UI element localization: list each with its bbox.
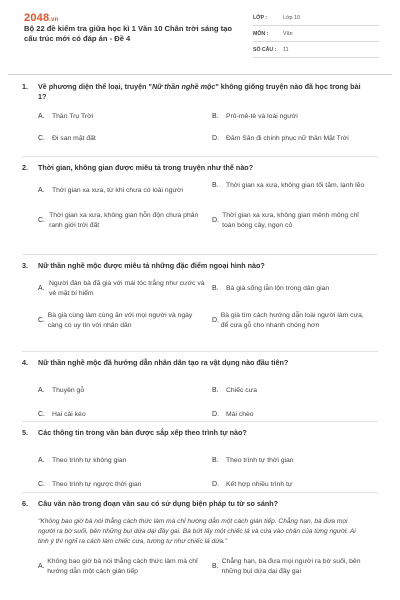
- question-6: [0, 499, 400, 587]
- option-c[interactable]: C. Theo trình tự ngược thời gian: [38, 481, 142, 489]
- question-number: 4.: [22, 358, 28, 367]
- option-d[interactable]: D. Bà già tìm cách hướng dẫn loài người làm cưa, để cưa gỗ cho nhanh chóng hơn: [212, 312, 364, 329]
- question-number: 2.: [22, 163, 28, 172]
- meta-row-subject: [253, 26, 379, 42]
- option-a[interactable]: A. Theo trình tự không gian: [38, 457, 127, 465]
- question-divider: [22, 492, 378, 493]
- option-b[interactable]: B. Chiếc cưa: [212, 387, 257, 395]
- exam-meta-table: [253, 10, 379, 58]
- question-text: Câu văn nào trong đoạn văn sau có sử dụng biện pháp tu từ so sánh?: [38, 499, 279, 508]
- option-c[interactable]: C. Bà già cùng làm cùng ăn với mọi người và ngày càng có uy tín với nhân dân: [38, 312, 193, 329]
- meta-value: Văn: [283, 30, 293, 37]
- question-2: [0, 163, 400, 243]
- option-d[interactable]: D. Kết hợp nhiều trình tự: [212, 481, 293, 489]
- question-text: Thời gian, không gian được miêu tả trong truyện như thế nào?: [38, 163, 254, 172]
- option-a[interactable]: A. Không bao giờ bà nói thẳng cách thức làm mà chỉ hướng dẫn một cách gián tiếp: [38, 558, 198, 575]
- exam-title: Bộ 22 đề kiểm tra giữa học kì 1 Văn 10 Chân trời sáng tạo cấu trúc mới có đáp án - Đề 4: [24, 24, 232, 43]
- option-b[interactable]: B. Chẳng hạn, bà đưa mọi người ra bờ suối, bên những bụi dứa dại đầy gai: [212, 558, 361, 575]
- question-3: [0, 261, 400, 343]
- question-divider: [22, 421, 378, 422]
- question-text: Về phương diện thể loại, truyện "Nữ thần nghề mộc" không giống truyện nào đã học trong bài 1?: [38, 82, 361, 101]
- option-a[interactable]: A. Người đàn bà đã già với mái tóc trắng như cước và vẻ mặt bí hiểm: [38, 280, 205, 297]
- question-divider: [22, 156, 378, 157]
- question-text: Các thông tin trong văn bản được sắp xếp theo trình tự nào?: [38, 428, 247, 437]
- site-logo[interactable]: 2048.vn: [24, 12, 59, 24]
- meta-label: LỚP :: [253, 14, 268, 21]
- meta-row-class: [253, 10, 379, 26]
- question-text: Nữ thần nghề mộc đã hướng dẫn nhân dân tạo ra vật dụng nào đầu tiên?: [38, 358, 289, 367]
- question-4: [0, 358, 400, 424]
- option-a[interactable]: A. Thời gian xa xưa, từ khi chưa có loài người: [38, 187, 184, 195]
- option-b[interactable]: B. Prô-mê-tê và loài người: [212, 113, 298, 121]
- question-number: 5.: [22, 428, 28, 437]
- question-number: 6.: [22, 499, 28, 508]
- question-text: Nữ thần nghề mộc được miêu tả những đặc điểm ngoại hình nào?: [38, 261, 265, 270]
- option-d[interactable]: D. Đăm Săn đi chinh phục nữ thần Mặt Trời: [212, 135, 349, 143]
- option-d[interactable]: D. Thời gian xa xưa, không gian mênh mông chỉ toàn bóng cây, ngọn cỏ: [212, 212, 359, 229]
- meta-row-count: [253, 42, 379, 58]
- exam-header: [0, 0, 400, 66]
- question-number: 3.: [22, 261, 28, 270]
- option-c[interactable]: C. Hai cái kéo: [38, 411, 86, 419]
- meta-label: SỐ CÂU :: [253, 46, 277, 53]
- meta-label: MÔN :: [253, 30, 269, 37]
- question-5: [0, 428, 400, 494]
- question-divider: [22, 351, 378, 352]
- option-b[interactable]: B. Thời gian xa xưa, không gian tối tăm, lạnh lẽo: [212, 182, 365, 190]
- question-divider: [22, 254, 378, 255]
- option-c[interactable]: C. Thời gian xa xưa, không gian hỗn độn chưa phân ranh giới trời đất: [38, 212, 199, 229]
- question-number: 1.: [22, 82, 28, 91]
- option-d[interactable]: D. Mái chèo: [212, 411, 254, 419]
- option-b[interactable]: B. Bà già sống lẫn lộn trong dân gian: [212, 285, 330, 293]
- option-a[interactable]: A. Thần Trụ Trời: [38, 113, 94, 121]
- meta-value: Lớp 10: [283, 14, 301, 21]
- question-1: [0, 82, 400, 158]
- option-b[interactable]: B. Theo trình tự thời gian: [212, 457, 294, 465]
- option-a[interactable]: A. Thuyền gỗ: [38, 387, 85, 395]
- quoted-passage: "Không bao giờ bà nói thẳng cách thức làm mà chỉ hướng dẫn một cách gián tiếp. Chẳng hạn, bà đưa mọi người ra bờ suối, bên những bụi dứa dại đầy gai. Bà bứt lấy một chiếc lá và cứa vào chân của từng người. Ai tinh ý thì nghĩ ra cách làm chiếc cưa, tương tự như chiếc lá dứa.": [38, 518, 356, 545]
- header-divider: [8, 74, 392, 75]
- option-c[interactable]: C. Đi san mặt đất: [38, 135, 96, 143]
- meta-value: 11: [283, 46, 289, 53]
